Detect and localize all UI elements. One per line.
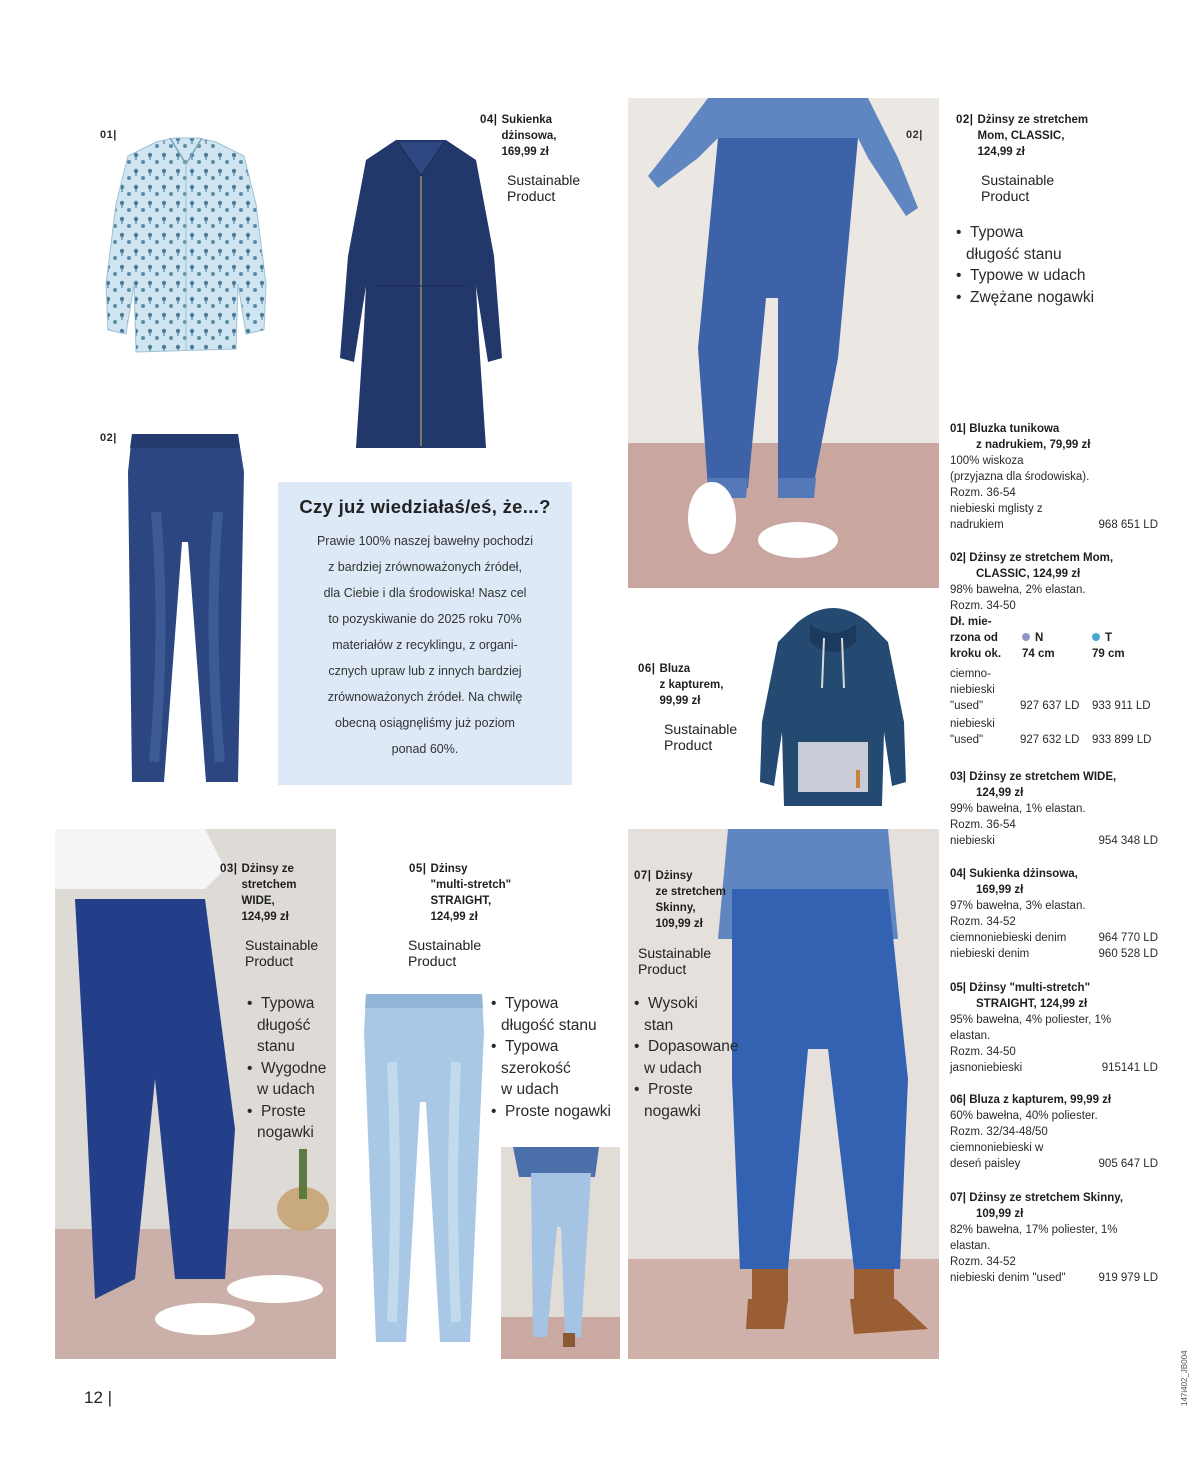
spec-07-number: 07| [950, 1192, 967, 1204]
spec-05 [950, 980, 1158, 1076]
product-04-number: 04| [480, 114, 498, 126]
spec-01-sizes: Rozm. 36-54 [950, 487, 1016, 499]
spec-05-price: STRAIGHT, 124,99 zł [976, 998, 1088, 1010]
spec-01-title: Bluzka tunikowa [969, 423, 1060, 435]
spec-05-color: jasnoniebieski [950, 1062, 1023, 1074]
feature-text: stan [644, 1016, 674, 1034]
feature-item [491, 993, 611, 1036]
product-05-name-2: "multi-stretch" [430, 879, 512, 891]
product-04-price: 169,99 zł [501, 146, 549, 158]
product-04-name-2: dżinsowa, [501, 130, 557, 142]
did-you-know-box [278, 482, 572, 785]
product-03-name-1: Dżinsy ze [241, 863, 294, 875]
did-you-know-line-2: z bardziej zrównoważonych źródeł, [328, 560, 522, 574]
color-2a: niebieski [950, 718, 995, 730]
spec-05-sizes: Rozm. 34-50 [950, 1046, 1016, 1058]
feature-text: Dopasowane [648, 1038, 739, 1055]
spec-04-code-1: 964 770 LD [1098, 932, 1158, 944]
spec-06-color-2: deseń paisley [950, 1158, 1021, 1170]
spec-02-length-label [950, 614, 1001, 662]
product-text: Product [408, 953, 457, 969]
did-you-know-line-1: Prawie 100% naszej bawełny pochodzi [316, 534, 534, 548]
spec-07 [950, 1190, 1158, 1286]
hoodie-image[interactable] [758, 602, 908, 808]
product-05-number: 05| [409, 863, 427, 875]
product-07-number: 07| [634, 870, 652, 882]
product-07-sustainable [638, 945, 711, 977]
product-04-sustainable [507, 172, 580, 204]
product-05-price: 124,99 zł [430, 911, 478, 923]
sustainable-text: Sustainable [664, 721, 738, 737]
feature-item [634, 993, 738, 1036]
feature-item [247, 1058, 326, 1101]
product-05-name-3: STRAIGHT, [430, 895, 492, 907]
spec-02-price: CLASSIC, 124,99 zł [976, 568, 1081, 580]
spec-01-color-2: nadrukiem [950, 519, 1004, 531]
spec-06-number: 06| [950, 1094, 967, 1106]
feature-item [634, 1036, 738, 1079]
spec-06 [950, 1092, 1158, 1172]
did-you-know-line-7: zrównoważonych źródeł. Na chwilę [327, 690, 523, 704]
spec-02-length-t: 79 cm [1092, 648, 1125, 660]
spec-04-title: Sukienka dżinsowa, [969, 868, 1078, 880]
spec-02-code-1t: 933 911 LD [1092, 700, 1151, 712]
product-02-side-number: 02| [956, 114, 974, 126]
spec-01-color: niebieski mglisty z [950, 503, 1043, 515]
product-07-features [634, 993, 738, 1122]
spec-06-sizes: Rozm. 32/34-48/50 [950, 1126, 1048, 1138]
spec-06-color: ciemnoniebieski w [950, 1142, 1044, 1154]
product-03-price: 124,99 zł [241, 911, 289, 923]
color-1b: niebieski [950, 684, 995, 696]
product-02-label [956, 112, 1088, 160]
product-02-features [956, 222, 1094, 308]
did-you-know-title: Czy już wiedziałaś/eś, że...? [299, 496, 551, 517]
feature-text: długość stanu [501, 1016, 597, 1034]
feature-text: Proste [648, 1081, 693, 1098]
spec-02-code-2n: 927 632 LD [1020, 734, 1080, 746]
spec-03-color: niebieski [950, 835, 995, 847]
product-text: Product [245, 953, 294, 969]
spec-03-sizes: Rozm. 36-54 [950, 819, 1016, 831]
spec-04-sizes: Rozm. 34-52 [950, 916, 1016, 928]
product-05-label [409, 861, 511, 925]
spec-02-col-t [1092, 630, 1112, 646]
spec-02 [950, 550, 1158, 750]
feature-text: długość [257, 1016, 311, 1034]
spec-05-title: Dżinsy "multi-stretch" [969, 982, 1091, 994]
color-1c: "used" [950, 700, 984, 712]
feature-text: nogawki [257, 1124, 314, 1141]
did-you-know-line-9: ponad 60%. [391, 742, 459, 756]
product-07-name-3: Skinny, [655, 902, 696, 914]
spec-05-number: 05| [950, 982, 967, 994]
spec-02-length-n: 74 cm [1022, 648, 1055, 660]
spec-04-material: 97% bawełna, 3% elastan. [950, 900, 1086, 912]
feature-text: w udach [501, 1081, 559, 1098]
did-you-know-line-6: cznych upraw lub z innych bardziej [328, 664, 522, 678]
spec-06-code: 905 647 LD [1098, 1158, 1158, 1170]
feature-text: Wysoki [648, 995, 698, 1012]
color-2b: "used" [950, 734, 984, 746]
spec-01-material: 100% wiskoza [950, 455, 1024, 467]
spec-02-col-n [1022, 630, 1043, 646]
spec-02-title: Dżinsy ze stretchem Mom, [969, 552, 1114, 564]
page-number: 12 | [84, 1388, 113, 1407]
side-code: 147i402_JB004 [1180, 1350, 1189, 1406]
product-06-price: 99,99 zł [659, 695, 701, 707]
spec-07-color: niebieski denim "used" [950, 1272, 1066, 1284]
spec-03-number: 03| [950, 771, 967, 783]
feature-item: • Zwężane nogawki [956, 287, 1094, 309]
spec-03-title: Dżinsy ze stretchem WIDE, [969, 771, 1117, 783]
sustainable-text: Sustainable [638, 945, 712, 961]
feature-text: szerokość [501, 1059, 571, 1077]
spec-04-color-1: ciemnoniebieski denim [950, 932, 1067, 944]
dot-n-icon [1022, 633, 1030, 641]
spec-07-code: 919 979 LD [1098, 1272, 1158, 1284]
product-07-price: 109,99 zł [655, 918, 703, 930]
did-you-know-line-3: dla Ciebie i dla środowiska! Nasz cel [323, 586, 527, 600]
spec-02-color-row-2 [950, 716, 1158, 750]
spec-05-material-2: elastan. [950, 1030, 991, 1042]
spec-01-code: 968 651 LD [1098, 519, 1158, 531]
spec-01-number: 01| [950, 423, 967, 435]
product-07-label [634, 868, 726, 932]
feature-item [956, 222, 1094, 265]
spec-02-sizes: Rozm. 34-50 [950, 600, 1016, 612]
col-n-label: N [1035, 632, 1044, 644]
spec-04-code-2: 960 528 LD [1098, 948, 1158, 960]
product-03-name-2: stretchem [241, 879, 297, 891]
product-text: Product [507, 188, 556, 204]
product-05-name-1: Dżinsy [430, 863, 468, 875]
length-label-3: kroku ok. [950, 648, 1002, 660]
spec-07-material: 82% bawełna, 17% poliester, 1% [950, 1224, 1118, 1236]
did-you-know-line-4: to pozyskiwanie do 2025 roku 70% [328, 612, 522, 626]
spec-02-color-row-1 [950, 666, 1158, 716]
product-text: Product [664, 737, 713, 753]
spec-03-code: 954 348 LD [1098, 835, 1158, 847]
sustainable-text: Sustainable [408, 937, 482, 953]
product-05-sustainable [408, 937, 481, 969]
dot-t-icon [1092, 633, 1100, 641]
spec-05-material: 95% bawełna, 4% poliester, 1% [950, 1014, 1112, 1026]
feature-text: Wygodne [261, 1059, 327, 1077]
product-03-label [220, 861, 296, 925]
sustainable-text: Sustainable [507, 172, 581, 188]
spec-03 [950, 769, 1158, 849]
spec-05-code: 915141 LD [1101, 1062, 1158, 1074]
product-03-name-3: WIDE, [241, 895, 275, 907]
spec-07-sizes: Rozm. 34-52 [950, 1256, 1016, 1268]
spec-02-material: 98% bawełna, 2% elastan. [950, 584, 1086, 596]
feature-item: • Typowe w udach [956, 265, 1094, 287]
did-you-know-line-8: obecną osiągnęliśmy już poziom [335, 716, 515, 730]
feature-text: stanu [257, 1038, 295, 1055]
denim-dress-image[interactable] [336, 136, 506, 454]
mom-jeans-flat-image[interactable] [126, 432, 246, 784]
product-06-sustainable [664, 721, 737, 753]
spec-03-price: 124,99 zł [976, 787, 1024, 799]
spec-02-number: 02| [950, 552, 967, 564]
spec-02-code-1n: 927 637 LD [1020, 700, 1080, 712]
spec-01-price: z nadrukiem, 79,99 zł [976, 439, 1091, 451]
feature-text: długość stanu [966, 245, 1062, 263]
spec-07-price: 109,99 zł [976, 1208, 1024, 1220]
color-1a: ciemno- [950, 668, 991, 680]
product-03-features [247, 993, 326, 1144]
product-05-features [491, 993, 611, 1122]
spec-06-title: Bluza z kapturem, 99,99 zł [969, 1094, 1112, 1106]
sustainable-text: Sustainable [981, 172, 1055, 188]
product-02-sustainable [981, 172, 1054, 204]
product-01-number: 01| [100, 129, 117, 141]
spec-02-length-table [950, 614, 1158, 666]
feature-text: Typowa [261, 995, 315, 1012]
blouse-image[interactable] [104, 134, 268, 362]
product-04-name-1: Sukienka [501, 114, 553, 126]
product-06-label [638, 661, 723, 709]
product-07-name-1: Dżinsy [655, 870, 693, 882]
product-03-sustainable [245, 937, 318, 969]
length-label-1: Dł. mie- [950, 616, 992, 628]
feature-item [247, 1101, 326, 1144]
feature-text: w udach [644, 1059, 702, 1077]
spec-01 [950, 421, 1158, 533]
product-text: Product [638, 961, 687, 977]
product-02-name-2: Mom, CLASSIC, [977, 130, 1065, 142]
product-text: Product [981, 188, 1030, 204]
feature-text: w udach [257, 1081, 315, 1098]
product-06-name-2: z kapturem, [659, 679, 724, 691]
model-mom-jeans-photo[interactable] [628, 98, 939, 588]
product-02-number: 02| [100, 432, 117, 444]
product-02-name-1: Dżinsy ze stretchem [977, 114, 1089, 126]
product-02-price: 124,99 zł [977, 146, 1025, 158]
product-07-name-2: ze stretchem [655, 886, 726, 898]
spec-04-number: 04| [950, 868, 967, 880]
spec-07-title: Dżinsy ze stretchem Skinny, [969, 1192, 1124, 1204]
feature-text: Typowa [505, 1038, 559, 1055]
feature-item [491, 1036, 611, 1101]
feature-text: nogawki [644, 1102, 701, 1120]
product-03-number: 03| [220, 863, 238, 875]
spec-03-material: 99% bawełna, 1% elastan. [950, 803, 1086, 815]
feature-item: • Proste nogawki [491, 1101, 611, 1123]
spec-06-material: 60% bawełna, 40% poliester. [950, 1110, 1098, 1122]
model-straight-jeans-photo[interactable] [501, 1147, 620, 1359]
feature-item [634, 1079, 738, 1122]
sustainable-text: Sustainable [245, 937, 319, 953]
did-you-know-line-5: materiałów z recyklingu, z organi- [332, 638, 518, 652]
product-06-number: 06| [638, 663, 656, 675]
product-02-photo-number: 02| [906, 129, 923, 141]
spec-04-price: 169,99 zł [976, 884, 1024, 896]
spec-07-material-2: elastan. [950, 1240, 991, 1252]
product-06-name-1: Bluza [659, 663, 691, 675]
feature-item [247, 993, 326, 1058]
spec-01-material-note: (przyjazna dla środowiska). [950, 471, 1090, 483]
straight-jeans-image[interactable] [362, 992, 486, 1344]
feature-text: Proste [261, 1102, 306, 1120]
feature-text: Typowa [505, 995, 559, 1012]
feature-text: Typowa [970, 224, 1024, 241]
spec-02-code-2t: 933 899 LD [1092, 734, 1152, 746]
length-label-2: rzona od [950, 632, 998, 644]
spec-04 [950, 866, 1158, 962]
col-t-label: T [1105, 632, 1113, 644]
spec-04-color-2: niebieski denim [950, 948, 1030, 960]
